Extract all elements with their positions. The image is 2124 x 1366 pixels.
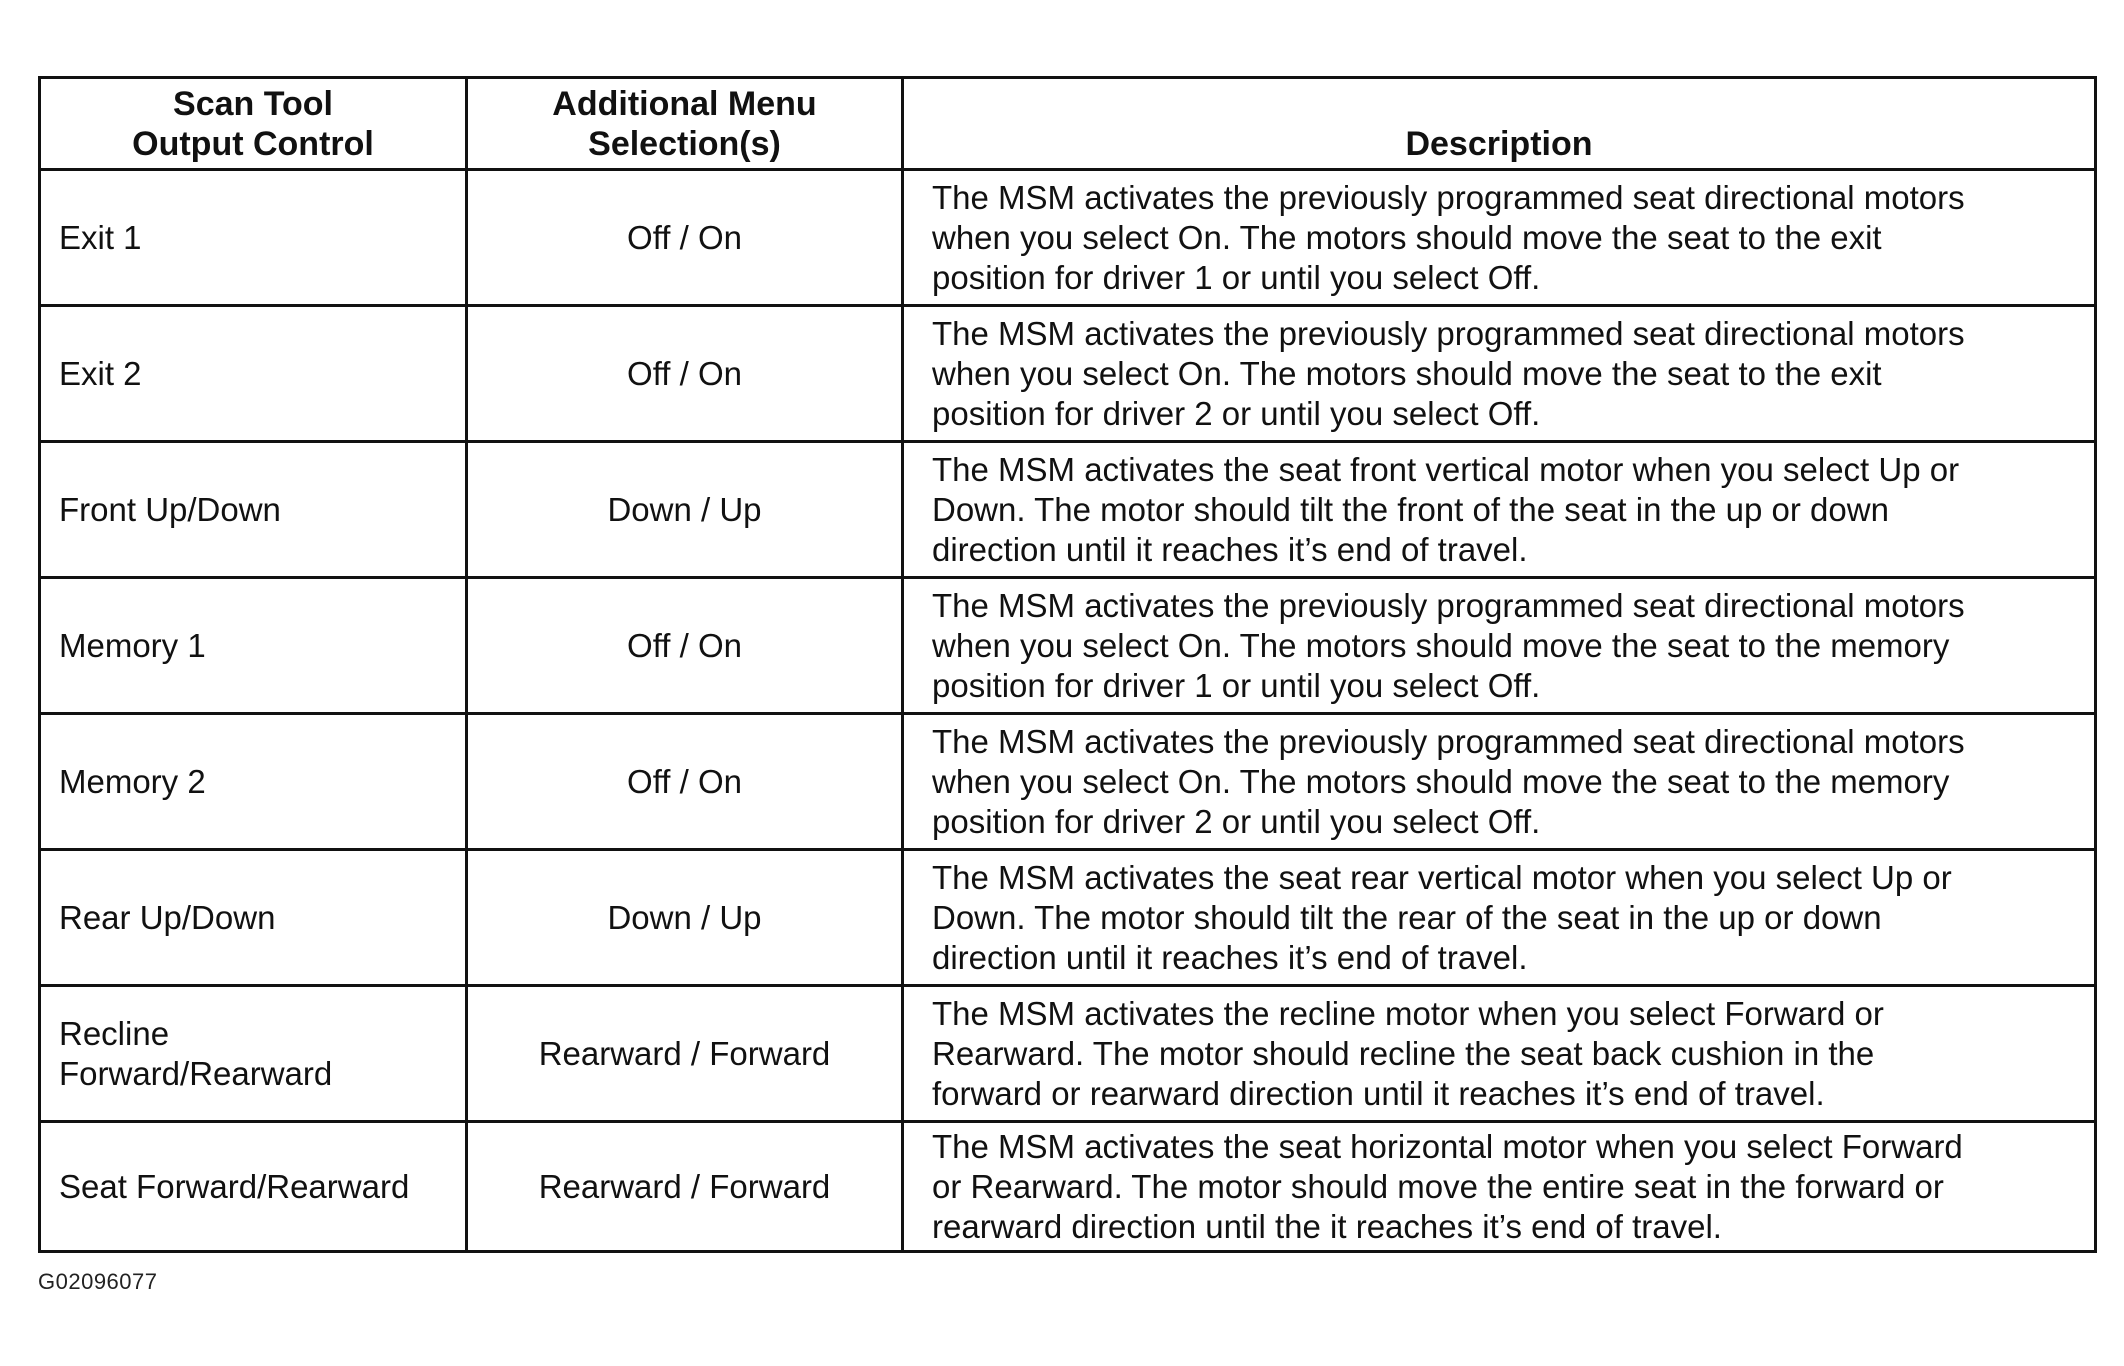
control-label-line: Rear Up/Down [59,898,276,936]
cell-description [903,442,2096,578]
table-body [40,170,2096,1252]
description-line: when you select On. The motors should move the seat to the exit [932,354,1882,392]
description-line: The MSM activates the seat horizontal motor when you select Forward [932,1127,1963,1165]
header-line: Output Control [132,125,374,163]
table-header [40,78,2096,170]
description-line: The MSM activates the recline motor when you select Forward or [932,994,1884,1032]
table-row [40,1122,2096,1252]
cell-output-control [40,986,467,1122]
header-line: Scan Tool [173,85,333,123]
control-label-line: Memory 1 [59,626,206,664]
table-row [40,578,2096,714]
header-description [903,78,2096,170]
table-row [40,170,2096,306]
cell-menu-selection: Down / Up [467,850,903,986]
cell-menu-selection: Off / On [467,306,903,442]
description-line: position for driver 1 or until you select Off. [932,258,1541,296]
table-row [40,850,2096,986]
description-line: when you select On. The motors should move the seat to the memory [932,762,1950,800]
cell-output-control [40,850,467,986]
control-label-line: Forward/Rearward [59,1054,333,1092]
cell-menu-selection: Off / On [467,714,903,850]
scan-tool-output-control-table [38,76,2097,1253]
description-line: direction until it reaches it’s end of travel. [932,530,1528,568]
description-line: direction until it reaches it’s end of travel. [932,938,1528,976]
cell-menu-selection: Rearward / Forward [467,1122,903,1252]
table-row [40,442,2096,578]
cell-description [903,714,2096,850]
description-line: position for driver 1 or until you select Off. [932,666,1541,704]
description-line: Down. The motor should tilt the front of the seat in the up or down [932,490,1889,528]
cell-menu-selection: Off / On [467,578,903,714]
header-row [40,78,2096,170]
cell-output-control [40,442,467,578]
header-scan-tool-output-control [40,78,467,170]
header-line: Additional Menu [552,85,817,123]
cell-output-control [40,1122,467,1252]
cell-description [903,578,2096,714]
document-sheet [38,76,2094,1294]
control-label-line: Exit 2 [59,354,142,392]
table-row [40,714,2096,850]
control-label-line: Recline [59,1014,170,1052]
description-line: when you select On. The motors should move the seat to the exit [932,218,1882,256]
control-label-line: Front Up/Down [59,490,281,528]
cell-description [903,170,2096,306]
cell-menu-selection: Rearward / Forward [467,986,903,1122]
cell-description [903,986,2096,1122]
cell-description [903,306,2096,442]
description-line: The MSM activates the seat rear vertical motor when you select Up or [932,858,1952,896]
control-label-line: Seat Forward/Rearward [59,1167,410,1205]
description-line: The MSM activates the previously programmed seat directional motors [932,314,1965,352]
description-line: rearward direction until the it reaches it’s end of travel. [932,1207,1722,1245]
cell-output-control [40,714,467,850]
figure-id: G02096077 [38,1269,158,1294]
description-line: The MSM activates the previously programmed seat directional motors [932,178,1965,216]
cell-description [903,1122,2096,1252]
table-row [40,986,2096,1122]
header-line: Selection(s) [588,125,781,163]
description-line: or Rearward. The motor should move the entire seat in the forward or [932,1167,1944,1205]
description-line: Down. The motor should tilt the rear of the seat in the up or down [932,898,1882,936]
description-line: The MSM activates the previously programmed seat directional motors [932,722,1965,760]
control-label-line: Exit 1 [59,218,142,256]
description-line: The MSM activates the seat front vertical motor when you select Up or [932,450,1960,488]
description-line: forward or rearward direction until it reaches it’s end of travel. [932,1074,1825,1112]
cell-output-control [40,306,467,442]
control-label-line: Memory 2 [59,762,206,800]
cell-menu-selection: Down / Up [467,442,903,578]
description-line: when you select On. The motors should move the seat to the memory [932,626,1950,664]
header-additional-menu-selections [467,78,903,170]
cell-output-control [40,578,467,714]
description-line: position for driver 2 or until you select Off. [932,394,1541,432]
description-line: position for driver 2 or until you select Off. [932,802,1541,840]
cell-description [903,850,2096,986]
cell-menu-selection: Off / On [467,170,903,306]
cell-output-control [40,170,467,306]
header-line: Description [1405,125,1593,163]
description-line: The MSM activates the previously programmed seat directional motors [932,586,1965,624]
table-row [40,306,2096,442]
description-line: Rearward. The motor should recline the seat back cushion in the [932,1034,1875,1072]
